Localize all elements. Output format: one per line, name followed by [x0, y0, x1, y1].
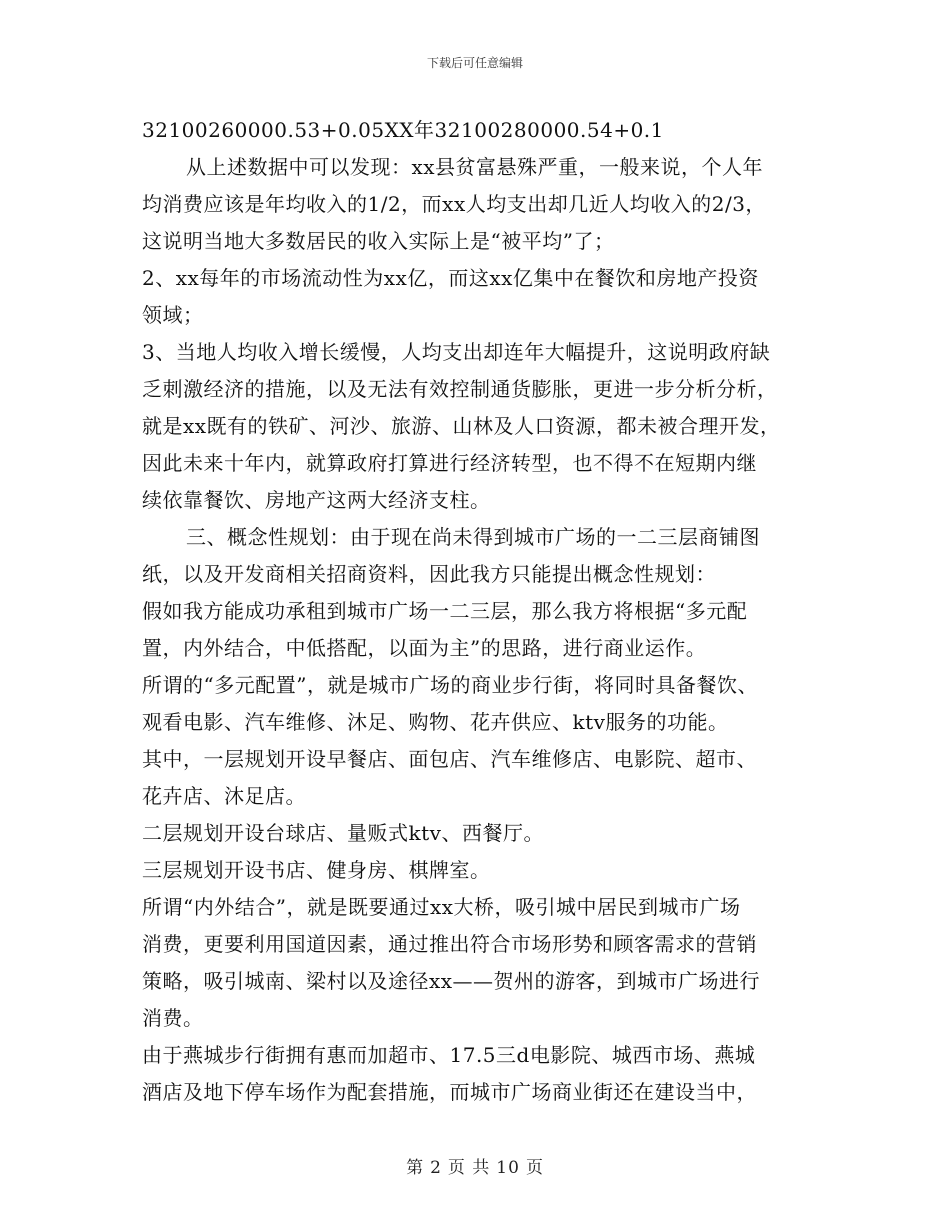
text-line: 这说明当地大多数居民的收入实际上是“被平均”了； [142, 229, 615, 253]
text-line: 置，内外结合，中低搭配，以面为主”的思路，进行商业运作。 [142, 636, 707, 660]
page-label-mid: 页 共 [447, 1158, 491, 1178]
text-line: 续依靠餐饮、房地产这两大经济支柱。 [142, 488, 491, 512]
text-line: 因此未来十年内，就算政府打算进行经济转型，也不得不在短期内继 [142, 451, 757, 475]
page-label-post: 页 [525, 1158, 544, 1178]
page-header: 下载后可任意编辑 [426, 56, 523, 70]
text-line: 观看电影、汽车维修、沐足、购物、花卉供应、ktv服务的功能。 [142, 710, 729, 734]
text-line: 领域； [142, 303, 204, 327]
text-line: 所谓“内外结合”，就是既要通过xx大桥，吸引城中居民到城市广场 [142, 895, 741, 919]
text-line: 其中，一层规划开设早餐店、面包店、汽车维修店、电影院、超市、 [142, 747, 757, 771]
text-line: 策略，吸引城南、梁村以及途径xx——贺州的游客，到城市广场进行 [142, 969, 761, 993]
text-line: 酒店及地下停车场作为配套措施，而城市广场商业街还在建设当中， [142, 1080, 757, 1104]
text-line: 从上述数据中可以发现：xx县贫富悬殊严重，一般来说，个人年 [186, 155, 764, 179]
text-line: 乏刺激经济的措施，以及无法有效控制通货膨胀，更进一步分析分析， [142, 377, 778, 401]
text-line: 3、当地人均收入增长缓慢，人均支出却连年大幅提升，这说明政府缺 [142, 340, 771, 364]
text-line: 2、xx每年的市场流动性为xx亿，而这xx亿集中在餐饮和房地产投资 [142, 266, 759, 290]
text-line: 均消费应该是年均收入的1/2，而xx人均支出却几近人均收入的2/3， [142, 192, 766, 216]
total-pages: 10 [496, 1158, 520, 1178]
document-body [142, 112, 822, 1111]
text-line: 32100260000.53+0.05XX年32100280000.54+0.1 [142, 118, 664, 142]
text-line: 纸，以及开发商相关招商资料，因此我方只能提出概念性规划： [142, 562, 716, 586]
text-line: 由于燕城步行街拥有惠而加超市、17.5三d电影院、城西市场、燕城 [142, 1043, 756, 1067]
text-line: 三、概念性规划：由于现在尚未得到城市广场的一二三层商铺图 [186, 525, 760, 549]
text-line: 二层规划开设台球店、量贩式ktv、西餐厅。 [142, 821, 544, 845]
text-line: 消费，更要利用国道因素，通过推出符合市场形势和顾客需求的营销 [142, 932, 757, 956]
text-line: 花卉店、沐足店。 [142, 784, 306, 808]
page-number: 2 [430, 1158, 442, 1178]
text-line: 所谓的“多元配置”，就是城市广场的商业步行街，将同时具备餐饮、 [142, 673, 758, 697]
text-line: 就是xx既有的铁矿、河沙、旅游、山林及人口资源，都未被合理开发， [142, 414, 781, 438]
text-line: 假如我方能成功承租到城市广场一二三层，那么我方将根据“多元配 [142, 599, 748, 623]
page-footer [0, 1153, 950, 1178]
page-label-pre: 第 [406, 1158, 425, 1178]
text-line: 三层规划开设书店、健身房、棋牌室。 [142, 858, 491, 882]
text-line: 消费。 [142, 1006, 204, 1030]
